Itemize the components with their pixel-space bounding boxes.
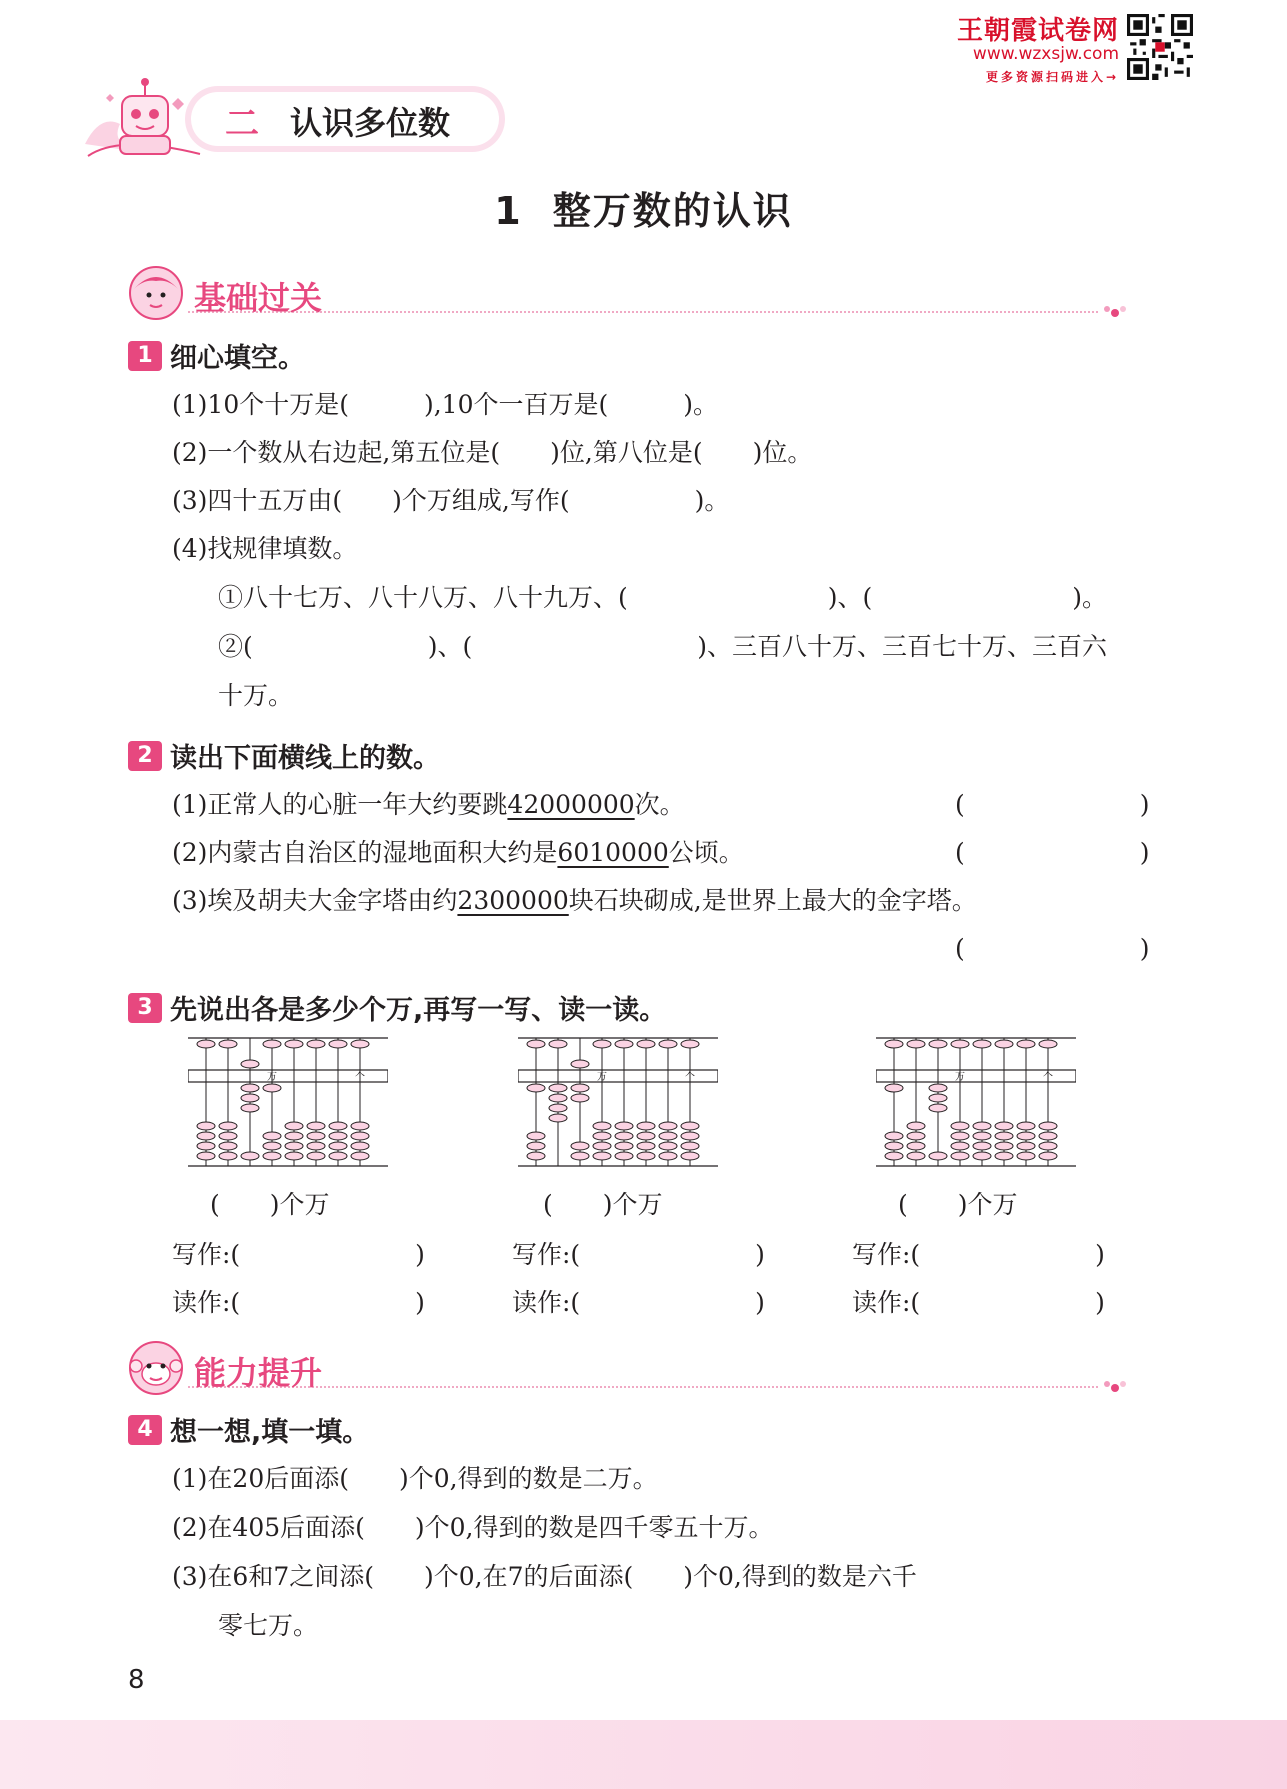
abacus-2-write[interactable]: 写作:( ) [512,1240,765,1269]
brand-name: 王朝霞试卷网 [956,16,1119,46]
qr-code-icon[interactable] [1127,14,1193,80]
abacus-3-caption[interactable]: ( )个万 [898,1190,1018,1219]
q1-item-1: (1)10个十万是( ),10个一百万是( )。 [172,390,718,419]
q2-item-1 [172,785,685,821]
abacus-2-wan-label: 万 [597,1072,607,1083]
abacus-1-caption[interactable]: ( )个万 [210,1190,330,1219]
section-title-basic: 基础过关 [194,279,323,317]
question-3-header [128,988,667,1026]
brand-block [923,10,1193,82]
robot-mascot-icon [80,74,210,160]
abacus-3-read[interactable]: 读作:( ) [852,1288,1105,1317]
q2-item-1-unit: 次。 [634,790,685,819]
section-divider [188,1386,1098,1388]
q2-item-1-number: 42000000 [507,790,635,819]
abacus-2-ge-label: 个 [685,1072,695,1083]
chapter-number: 二 [225,104,259,144]
q2-item-3-number: 2300000 [457,886,569,915]
section-title-advanced: 能力提升 [194,1354,323,1392]
q2-answer-2[interactable]: ( ) [955,838,1150,867]
q2-item-2 [172,833,744,869]
q1-item-2: (2)一个数从右边起,第五位是( )位,第八位是( )位。 [172,438,813,467]
q1-item-4-2-cont: 十万。 [218,681,294,710]
abacus-1-write[interactable]: 写作:( ) [172,1240,425,1269]
section-header-advanced [128,1340,1128,1400]
q1-item-3: (3)四十五万由( )个万组成,写作( )。 [172,486,730,515]
q1-item-4-1: ①八十七万、八十八万、八十九万、( )、( )。 [218,583,1108,612]
q1-item-4-2: ②( )、( )、三百八十万、三百七十万、三百六 [218,632,1108,661]
q2-item-1-text: (1)正常人的心脏一年大约要跳 [172,790,508,819]
q4-item-2: (2)在405后面添( )个0,得到的数是四千零五十万。 [172,1513,774,1542]
page-number: 8 [128,1665,145,1695]
abacus-3 [876,1036,1076,1176]
abacus-2 [518,1036,718,1176]
question-4-title: 想一想,填一填。 [170,1417,370,1448]
question-1-header [128,336,305,374]
footer-band [0,1720,1287,1789]
lesson-title-text: 整万数的认识 [552,189,793,233]
abacus-1-ge-label: 个 [355,1072,365,1083]
decorative-dots-icon [1102,1378,1128,1394]
brand-url[interactable]: www.wzxsjw.com [972,44,1119,64]
question-4-header [128,1410,370,1448]
q2-item-3 [172,881,977,917]
chapter-banner [80,74,510,160]
question-4-badge: 4 [128,1415,162,1445]
lesson-title [0,180,1287,235]
abacus-3-wan-label: 万 [955,1072,965,1083]
question-2-title: 读出下面横线上的数。 [170,743,440,774]
q2-answer-1[interactable]: ( ) [955,790,1150,819]
q2-item-3-rest: 块石块砌成,是世界上最大的金字塔。 [568,886,977,915]
question-2-header [128,736,440,774]
q4-item-1: (1)在20后面添( )个0,得到的数是二万。 [172,1464,658,1493]
q2-item-2-text: (2)内蒙古自治区的湿地面积大约是 [172,838,558,867]
decorative-dots-icon [1102,303,1128,319]
chapter-title: 认识多位数 [290,104,451,142]
monkey-face-icon [128,1340,184,1396]
section-header-basic [128,265,1128,325]
girl-face-icon [128,265,184,321]
brand-scan-note: 更多资源扫码进入→ [985,70,1119,84]
question-2-badge: 2 [128,741,162,771]
abacus-1-read[interactable]: 读作:( ) [172,1288,425,1317]
q1-item-4: (4)找规律填数。 [172,534,358,563]
question-1-title: 细心填空。 [170,343,305,374]
abacus-3-ge-label: 个 [1043,1072,1053,1083]
question-1-badge: 1 [128,341,162,371]
question-3-title: 先说出各是多少个万,再写一写、读一读。 [170,995,667,1026]
abacus-3-write[interactable]: 写作:( ) [852,1240,1105,1269]
abacus-2-read[interactable]: 读作:( ) [512,1288,765,1317]
abacus-1-wan-label: 万 [267,1072,277,1083]
q4-item-3: (3)在6和7之间添( )个0,在7的后面添( )个0,得到的数是六千 [172,1562,917,1591]
q4-item-3-cont: 零七万。 [218,1611,319,1640]
section-divider [188,311,1098,313]
q2-item-3-text: (3)埃及胡夫大金字塔由约 [172,886,458,915]
abacus-1 [188,1036,388,1176]
abacus-2-caption[interactable]: ( )个万 [543,1190,663,1219]
q2-item-2-number: 6010000 [557,838,669,867]
question-3-badge: 3 [128,993,162,1023]
lesson-number: 1 [494,189,523,233]
q2-item-2-unit: 公顷。 [668,838,744,867]
q2-answer-3[interactable]: ( ) [955,934,1150,963]
